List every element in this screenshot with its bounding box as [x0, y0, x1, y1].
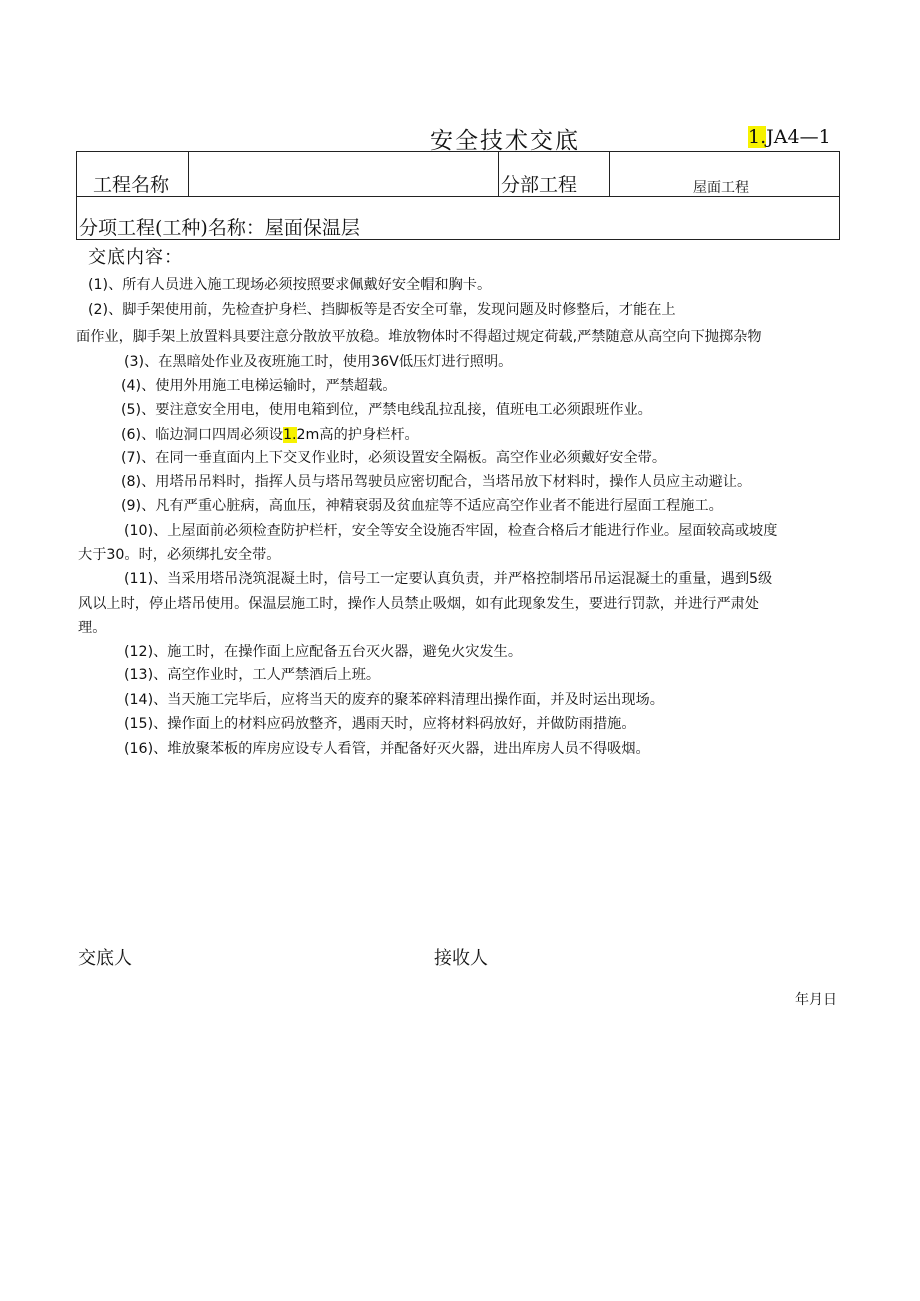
item-10-line-1: (10)、上屋面前必须检查防护栏杆，安全等安全设施否牢固，检查合格后才能进行作业。屋面较高或坡度 — [124, 523, 778, 539]
item-6-highlight: 1. — [282, 427, 297, 443]
item-2-line-2: 面作业，脚手架上放置料具要注意分散放平放稳。堆放物体时不得超过规定荷载,严禁随意从高空向下抛掷杂物 — [76, 329, 762, 345]
item-6-post: 2m高的护身栏杆。 — [296, 427, 419, 443]
subitem-value: 屋面保温层 — [264, 217, 360, 239]
item-11-line-1: (11)、当采用塔吊浇筑混凝土时，信号工一定要认真负责，并严格控制塔吊吊运混凝土的重量，遇到5级 — [124, 571, 773, 587]
item-6 — [121, 424, 419, 444]
item-16: (16)、堆放聚苯板的库房应设专人看管，并配备好灭火器，进出库房人员不得吸烟。 — [124, 741, 650, 757]
item-14: (14)、当天施工完毕后，应将当天的废弃的聚苯碎料清理出操作面，并及时运出现场。 — [124, 692, 664, 708]
item-13: (13)、高空作业时，工人严禁酒后上班。 — [124, 667, 381, 683]
document-code-prefix: 1. — [748, 126, 767, 148]
document-code-rest: JA4—1 — [766, 126, 831, 148]
content-heading: 交底内容： — [88, 247, 183, 268]
item-10-line-2: 大于30。时，必须绑扎安全带。 — [78, 547, 281, 563]
item-6-pre: (6)、临边洞口四周必须设 — [121, 427, 283, 443]
project-name-label: 工程名称 — [93, 174, 170, 196]
item-8: (8)、用塔吊吊料时，指挥人员与塔吊驾驶员应密切配合，当塔吊放下材料时，操作人员应主动避让。 — [121, 474, 752, 490]
receiver-label: 接收人 — [434, 948, 488, 969]
item-7: (7)、在同一垂直面内上下交叉作业时，必须设置安全隔板。高空作业必须戴好安全带。 — [121, 450, 667, 466]
table-col-divider — [188, 152, 189, 196]
item-5: (5)、要注意安全用电，使用电箱到位，严禁电线乱拉乱接，值班电工必须跟班作业。 — [121, 402, 652, 418]
date-label: 年月日 — [795, 992, 837, 1008]
division-value: 屋面工程 — [693, 180, 749, 196]
header-table — [76, 151, 840, 240]
table-col-divider — [609, 152, 610, 196]
subitem-label: 分项工程(工种)名称： — [79, 217, 265, 239]
giver-label: 交底人 — [78, 948, 132, 969]
item-3: (3)、在黑暗处作业及夜班施工时，使用36V低压灯进行照明。 — [124, 354, 513, 370]
item-11-line-2: 风以上时，停止塔吊使用。保温层施工时，操作人员禁止吸烟，如有此现象发生，要进行罚款，并进行严肃处 — [78, 596, 760, 612]
subitem-row — [79, 213, 360, 240]
table-col-divider — [498, 152, 499, 196]
division-label: 分部工程 — [501, 174, 578, 196]
item-1: (1)、所有人员进入施工现场必须按照要求佩戴好安全帽和胸卡。 — [88, 277, 492, 293]
item-15: (15)、操作面上的材料应码放整齐，遇雨天时，应将材料码放好，并做防雨措施。 — [124, 716, 636, 732]
item-2-line-1: (2)、脚手架使用前，先检查护身栏、挡脚板等是否安全可靠，发现问题及时修整后，才能在上 — [88, 302, 676, 318]
item-4: (4)、使用外用施工电梯运输时，严禁超载。 — [121, 378, 397, 394]
item-11-line-3: 理。 — [78, 620, 107, 636]
item-12: (12)、施工时，在操作面上应配备五台灭火器，避免火灾发生。 — [124, 644, 523, 660]
item-9: (9)、凡有严重心脏病，高血压，神精衰弱及贫血症等不适应高空作业者不能进行屋面工程施工。 — [121, 498, 723, 514]
document-title: 安全技术交底 — [430, 128, 580, 154]
document-code — [748, 126, 831, 148]
